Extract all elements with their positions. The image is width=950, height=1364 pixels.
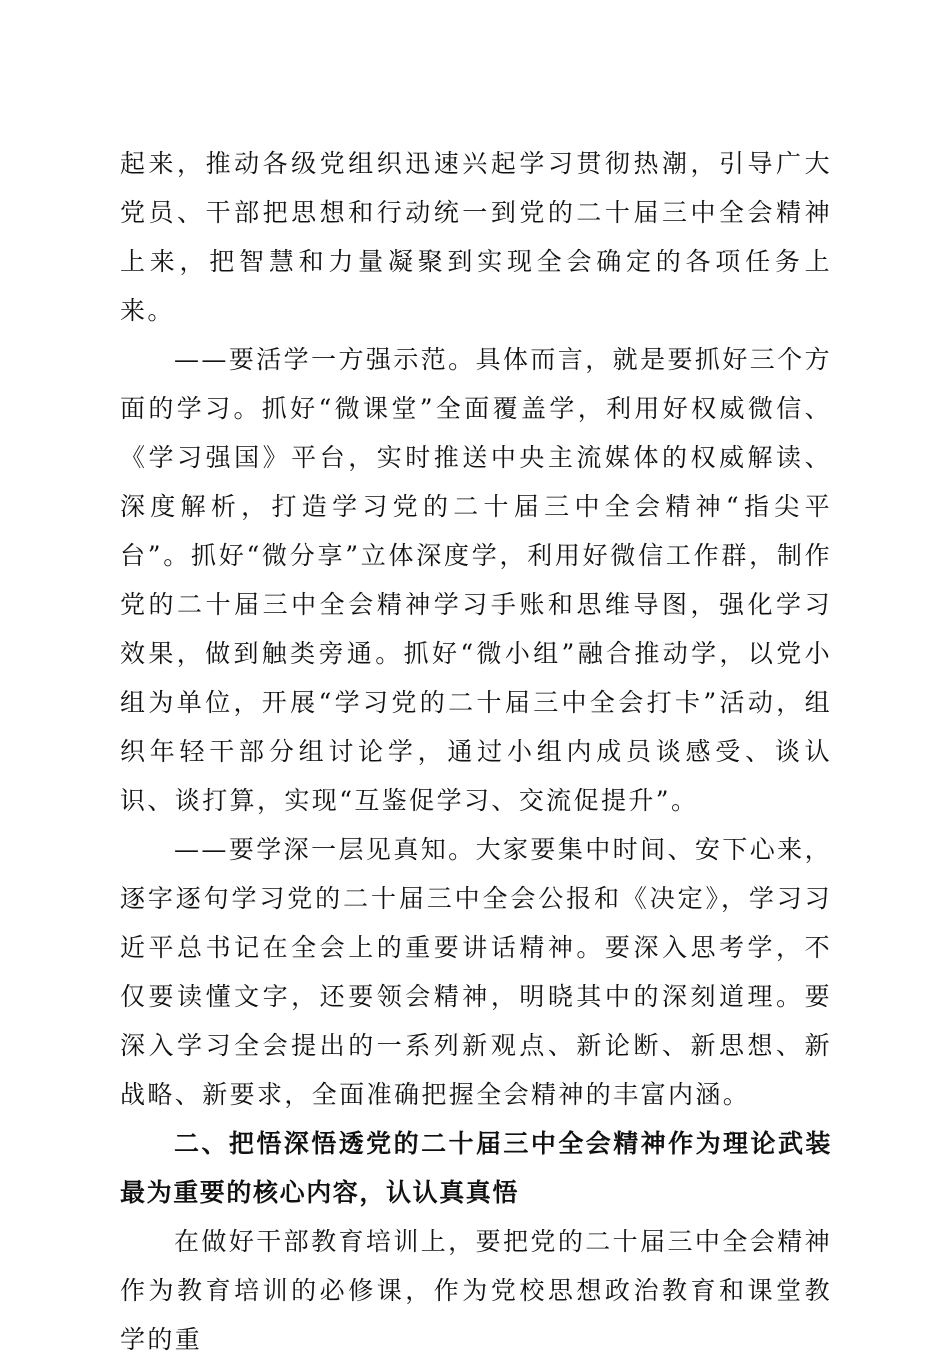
paragraph-deep-learning: ——要学深一层见真知。大家要集中时间、安下心来，逐字逐句学习党的二十届三中全会公报和《决定》，学习习近平总书记在全会上的重要讲话精神。要深入思考学，不仅要读懂文字，还要领会精神，明晓其中的深刻道理。要深入学习全会提出的一系列新观点、新论断、新思想、新战略、新要求，全面准确把握全会精神的丰富内涵。 — [120, 835, 832, 1109]
page-text-column — [120, 139, 832, 1364]
paragraph-active-learning: ——要活学一方强示范。具体而言，就是要抓好三个方面的学习。抓好“微课堂”全面覆盖学，利用好权威微信、《学习强国》平台，实时推送中央主流媒体的权威解读、深度解析，打造学习党的二十届三中全会精神“指尖平台”。抓好“微分享”立体深度学，利用好微信工作群，制作党的二十届三中全会精神学习手账和思维导图，强化学习效果，做到触类旁通。抓好“微小组”融合推动学，以党小组为单位，开展“学习党的二十届三中全会打卡”活动，组织年轻干部分组讨论学，通过小组内成员谈感受、谈认识、谈打算，实现“互鉴促学习、交流促提升”。 — [120, 345, 832, 815]
paragraph-continuation: 起来，推动各级党组织迅速兴起学习贯彻热潮，引导广大党员、干部把思想和行动统一到党的二十届三中全会精神上来，把智慧和力量凝聚到实现全会确定的各项任务上来。 — [120, 149, 832, 325]
section-heading-two: 二、把悟深悟透党的二十届三中全会精神作为理论武装最为重要的核心内容，认认真真悟 — [120, 1129, 832, 1207]
paragraph-cadre-training: 在做好干部教育培训上，要把党的二十届三中全会精神作为教育培训的必修课，作为党校思想政治教育和课堂教学的重 — [120, 1227, 832, 1354]
